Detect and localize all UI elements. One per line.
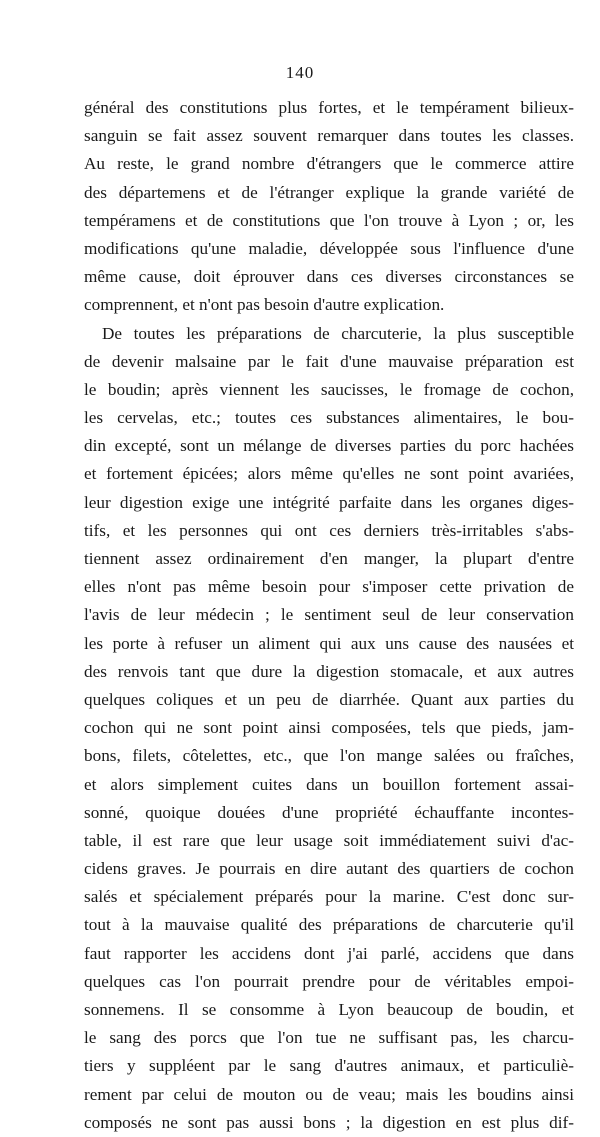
text-line: sonné, quoique douées d'une propriété échauffante incontes-	[84, 802, 574, 822]
text-line: comprennent, et n'ont pas besoin d'autre explication.	[84, 295, 445, 315]
page-number: 140	[285, 63, 315, 82]
text-line: même cause, doit éprouver dans ces diverses circonstances se	[84, 267, 574, 287]
body-text	[84, 94, 574, 1137]
text-line: tiennent assez ordinairement d'en manger, la plupart d'entre	[84, 549, 574, 568]
text-line: tempéramens et de constitutions que l'on trouve à Lyon ; or, les	[84, 210, 574, 230]
text-line: de devenir malsaine par le fait d'une mauvaise préparation est	[84, 351, 574, 371]
text-line: des renvois tant que dure la digestion stomacale, et aux autres	[84, 661, 574, 681]
text-line: salés et spécialement préparés pour la marine. C'est donc sur-	[84, 887, 574, 907]
text-line: bons, filets, côtelettes, etc., que l'on mange salées ou fraîches,	[84, 746, 574, 766]
text-line: l'avis de leur médecin ; le sentiment seul de leur conservation	[84, 605, 574, 625]
text-line: quelques cas l'on pourrait prendre pour de véritables empoi-	[84, 971, 574, 991]
text-line: elles n'ont pas même besoin pour s'imposer cette privation de	[84, 577, 574, 597]
text-line: Au reste, le grand nombre d'étrangers que le commerce attire	[84, 154, 574, 174]
text-line: des départemens et de l'étranger explique la grande variété de	[84, 182, 574, 202]
text-line: sanguin se fait assez souvent remarquer dans toutes les classes.	[84, 126, 574, 146]
text-line: sonnemens. Il se consomme à Lyon beaucoup de boudin, et	[84, 1000, 574, 1019]
text-line: De toutes les préparations de charcuterie, la plus susceptible	[102, 323, 574, 343]
text-line: tifs, et les personnes qui ont ces derniers très-irritables s'abs-	[84, 520, 574, 540]
text-line: cidens graves. Je pourrais en dire autant des quartiers de cochon	[84, 859, 574, 879]
text-line: le boudin; après viennent les saucisses, le fromage de cochon,	[84, 379, 574, 399]
text-line: tiers y suppléent par le sang d'autres animaux, et particuliè-	[84, 1056, 574, 1076]
text-line: composés ne sont pas aussi bons ; la digestion en est plus dif-	[84, 1112, 574, 1132]
text-line: et fortement épicées; alors même qu'elles ne sont point avariées,	[84, 464, 574, 484]
text-line: les cervelas, etc.; toutes ces substances alimentaires, le bou-	[84, 408, 574, 428]
text-line: général des constitutions plus fortes, et le tempérament bilieux-	[84, 98, 574, 117]
text-line: modifications qu'une maladie, développée sous l'influence d'une	[84, 238, 574, 258]
text-line: cochon qui ne sont point ainsi composées, tels que pieds, jam-	[84, 718, 574, 738]
text-line: le sang des porcs que l'on tue ne suffisant pas, les charcu-	[84, 1028, 574, 1048]
text-line: faut rapporter les accidens dont j'ai parlé, accidens que dans	[84, 943, 574, 963]
text-line: table, il est rare que leur usage soit immédiatement suivi d'ac-	[84, 830, 574, 850]
text-line: les porte à refuser un aliment qui aux uns cause des nausées et	[84, 633, 574, 653]
text-line: tout à la mauvaise qualité des préparations de charcuterie qu'il	[84, 915, 574, 935]
text-line: din excepté, sont un mélange de diverses parties du porc hachées	[84, 436, 574, 456]
text-line: rement par celui de mouton ou de veau; mais les boudins ainsi	[84, 1084, 574, 1104]
text-line: quelques coliques et un peu de diarrhée. Quant aux parties du	[84, 689, 574, 709]
text-line: et alors simplement cuites dans un bouillon fortement assai-	[84, 774, 574, 794]
text-line: leur digestion exige une intégrité parfaite dans les organes diges-	[84, 492, 574, 512]
